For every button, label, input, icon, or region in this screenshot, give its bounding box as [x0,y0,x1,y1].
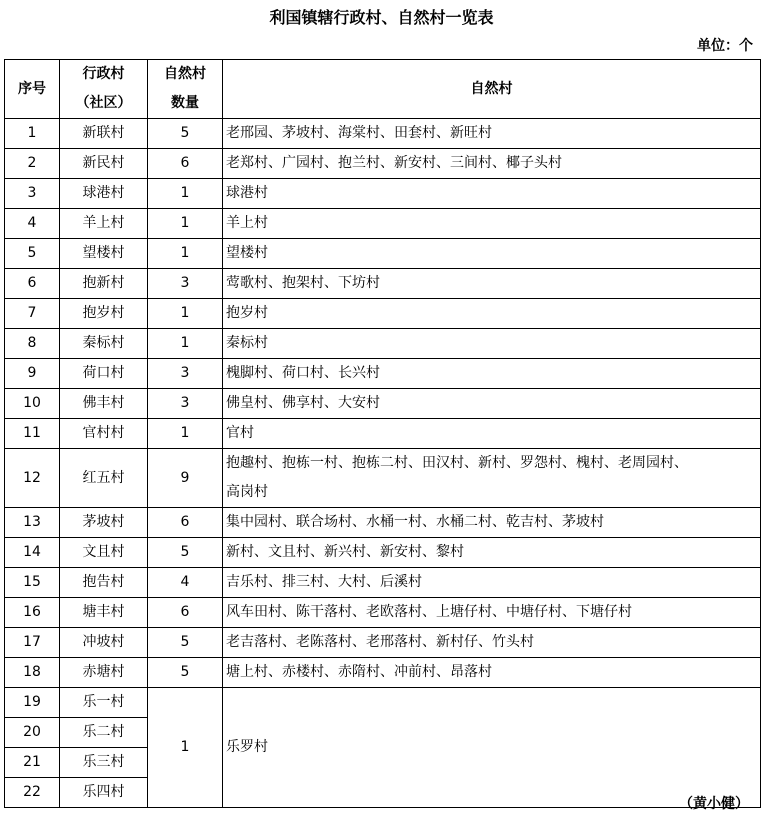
table-row [5,209,761,239]
serial-no-cell: 17 [5,628,60,658]
natural-villages-line: 高岗村 [226,484,268,500]
serial-no-cell: 10 [5,389,60,419]
table-row [5,508,761,538]
serial-no-cell: 16 [5,598,60,628]
table-row [5,568,761,598]
village-count-cell: 5 [148,628,223,658]
admin-village-cell: 乐四村 [60,778,148,808]
village-count-cell: 6 [148,508,223,538]
village-count-cell: 6 [148,149,223,179]
serial-no-cell: 8 [5,329,60,359]
table-row [5,538,761,568]
admin-village-cell: 新民村 [60,149,148,179]
serial-no-cell: 2 [5,149,60,179]
serial-no-cell: 15 [5,568,60,598]
admin-village-cell: 望楼村 [60,239,148,269]
natural-villages-cell: 望楼村 [223,239,761,269]
serial-no-cell: 22 [5,778,60,808]
table-row [5,119,761,149]
natural-villages-cell: 老吉落村、老陈落村、老邢落村、新村仔、竹头村 [223,628,761,658]
natural-villages-cell: 官村 [223,419,761,449]
table-row [5,179,761,209]
serial-no-cell: 12 [5,449,60,508]
admin-village-cell: 羊上村 [60,209,148,239]
table-row [5,658,761,688]
header-serial-no: 序号 [5,60,60,119]
serial-no-cell: 14 [5,538,60,568]
table-row [5,449,761,508]
table-row [5,299,761,329]
table-title: 利国镇辖行政村、自然村一览表 [269,8,494,27]
serial-no-cell: 9 [5,359,60,389]
natural-villages-cell: 球港村 [223,179,761,209]
table-row [5,149,761,179]
header-admin-village [60,60,148,119]
admin-village-cell: 乐一村 [60,688,148,718]
table-row [5,628,761,658]
admin-village-cell: 新联村 [60,119,148,149]
table-row [5,598,761,628]
serial-no-cell: 21 [5,748,60,778]
village-count-cell: 5 [148,538,223,568]
admin-village-cell: 文且村 [60,538,148,568]
village-table [4,59,761,808]
admin-village-cell: 乐三村 [60,748,148,778]
natural-villages-cell: 羊上村 [223,209,761,239]
serial-no-cell: 6 [5,269,60,299]
natural-villages-cell: 佛皇村、佛享村、大安村 [223,389,761,419]
natural-villages-line: 抱趣村、抱栋一村、抱栋二村、田汉村、新村、罗怨村、槐村、老周园村、 [226,455,688,471]
admin-village-cell: 乐二村 [60,718,148,748]
serial-no-cell: 5 [5,239,60,269]
village-count-cell: 1 [148,688,223,808]
natural-villages-cell: 塘上村、赤楼村、赤隋村、冲前村、昂落村 [223,658,761,688]
serial-no-cell: 7 [5,299,60,329]
admin-village-cell: 抱岁村 [60,299,148,329]
village-count-cell: 3 [148,269,223,299]
admin-village-cell: 茅坡村 [60,508,148,538]
village-count-cell: 9 [148,449,223,508]
natural-villages-cell: 秦标村 [223,329,761,359]
village-count-cell: 1 [148,179,223,209]
village-count-cell: 1 [148,419,223,449]
admin-village-cell: 抱新村 [60,269,148,299]
village-count-cell: 1 [148,239,223,269]
header-admin-line2: （社区） [75,95,132,111]
admin-village-cell: 球港村 [60,179,148,209]
village-count-cell: 5 [148,119,223,149]
natural-villages-cell: 槐脚村、荷口村、长兴村 [223,359,761,389]
admin-village-cell: 赤塘村 [60,658,148,688]
village-count-cell: 5 [148,658,223,688]
admin-village-cell: 抱告村 [60,568,148,598]
table-header-row [5,60,761,119]
village-count-cell: 1 [148,299,223,329]
author-credit: （黄小健） [679,796,749,812]
village-count-cell: 1 [148,209,223,239]
serial-no-cell: 1 [5,119,60,149]
admin-village-cell: 荷口村 [60,359,148,389]
natural-villages-cell: 老郑村、广园村、抱兰村、新安村、三间村、椰子头村 [223,149,761,179]
header-village-count [148,60,223,119]
table-row [5,269,761,299]
serial-no-cell: 4 [5,209,60,239]
header-admin-line1: 行政村 [82,66,125,82]
admin-village-cell: 佛丰村 [60,389,148,419]
header-natural-villages: 自然村 [223,60,761,119]
natural-villages-cell [223,449,761,508]
village-count-cell: 1 [148,329,223,359]
table-row [5,389,761,419]
table-row [5,688,761,718]
serial-no-cell: 19 [5,688,60,718]
header-count-line2: 数量 [171,95,199,111]
table-row [5,329,761,359]
admin-village-cell: 官村村 [60,419,148,449]
serial-no-cell: 13 [5,508,60,538]
table-row [5,419,761,449]
admin-village-cell: 秦标村 [60,329,148,359]
unit-label: 单位：个 [697,38,753,54]
village-count-cell: 3 [148,359,223,389]
header-count-line1: 自然村 [164,66,206,82]
natural-villages-cell: 集中园村、联合场村、水桶一村、水桶二村、乾吉村、茅坡村 [223,508,761,538]
village-count-cell: 3 [148,389,223,419]
table-row [5,359,761,389]
serial-no-cell: 18 [5,658,60,688]
natural-villages-cell: 乐罗村 [223,688,761,808]
village-count-cell: 6 [148,598,223,628]
serial-no-cell: 3 [5,179,60,209]
natural-villages-cell: 吉乐村、排三村、大村、后溪村 [223,568,761,598]
admin-village-cell: 塘丰村 [60,598,148,628]
admin-village-cell: 冲坡村 [60,628,148,658]
natural-villages-cell: 莺歌村、抱架村、下坊村 [223,269,761,299]
serial-no-cell: 20 [5,718,60,748]
natural-villages-cell: 抱岁村 [223,299,761,329]
natural-villages-cell: 新村、文且村、新兴村、新安村、黎村 [223,538,761,568]
natural-villages-cell: 风车田村、陈干落村、老欧落村、上塘仔村、中塘仔村、下塘仔村 [223,598,761,628]
admin-village-cell: 红五村 [60,449,148,508]
natural-villages-cell: 老邢园、茅坡村、海棠村、田套村、新旺村 [223,119,761,149]
table-row [5,239,761,269]
serial-no-cell: 11 [5,419,60,449]
village-count-cell: 4 [148,568,223,598]
